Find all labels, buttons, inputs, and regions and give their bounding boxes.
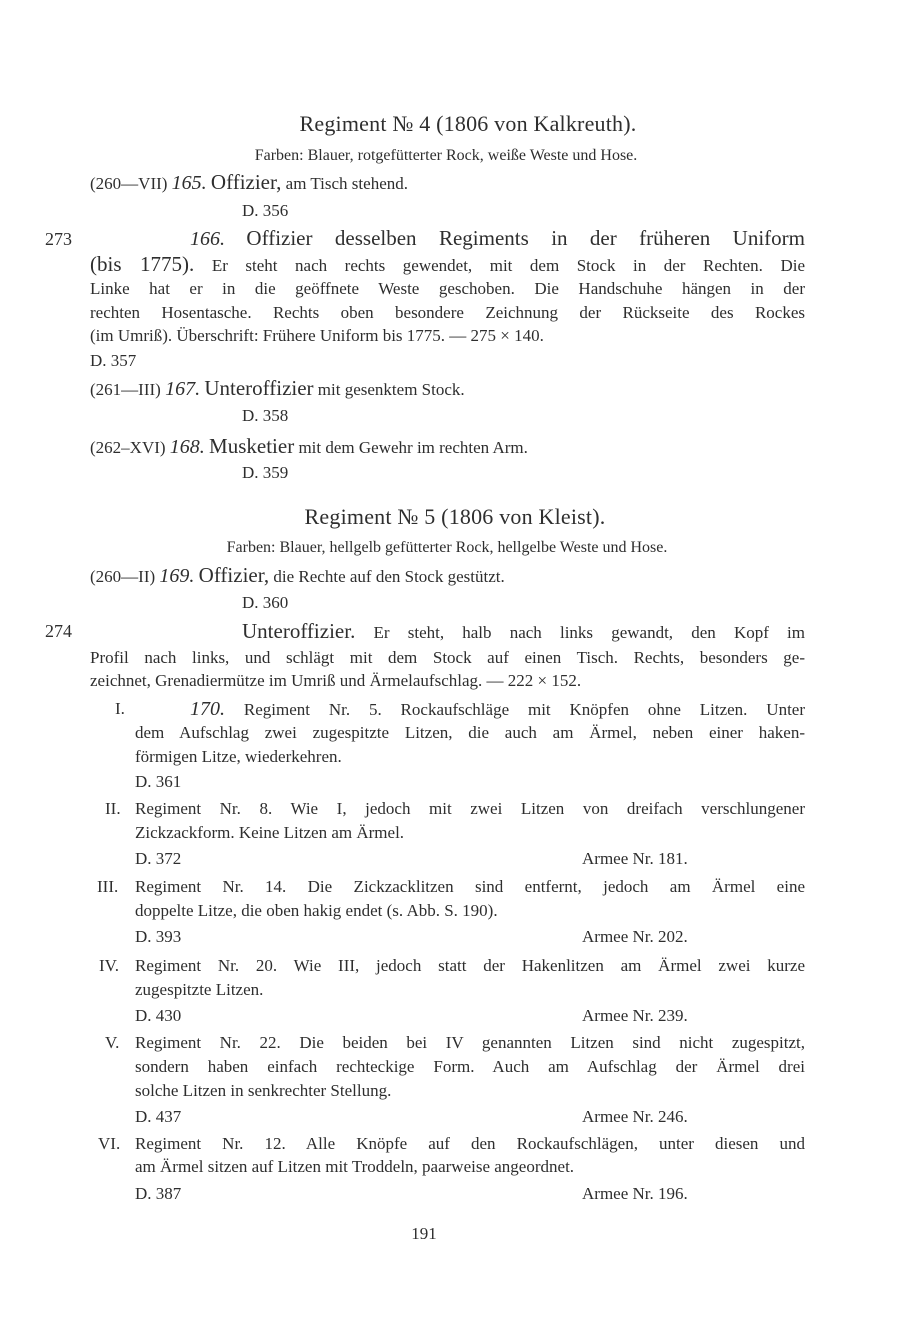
entry-number: 169. bbox=[159, 565, 195, 587]
variant-line: förmigen Litze, wiederkehren. bbox=[135, 747, 342, 766]
d-ref: D. 357 bbox=[90, 351, 137, 370]
ref: (260—VII) bbox=[90, 174, 168, 193]
armee-ref: Armee Nr. 181. bbox=[582, 849, 688, 868]
variant-line: dem Aufschlag zwei zugespitzte Litzen, die auch am Ärmel, neben einer haken- bbox=[135, 723, 805, 742]
entry-title: (bis 1775). bbox=[90, 252, 195, 276]
variant-line: zugespitzte Litzen. bbox=[135, 980, 264, 999]
text: Er steht nach rechts gewendet, mit dem Stock in der Rechten. Die bbox=[211, 256, 806, 275]
entry-number: 170. bbox=[190, 698, 225, 720]
margin-number: 273 bbox=[45, 229, 72, 249]
text-line: Profil nach links, und schlägt mit dem Stock auf einen Tisch. Rechts, besonders ge- bbox=[90, 648, 805, 667]
variant-line: Regiment Nr. 8. Wie I, jedoch mit zwei Litzen von dreifach verschlungener bbox=[135, 799, 805, 818]
text: Er steht, halb nach links gewandt, den Kopf im bbox=[373, 623, 805, 642]
entry-title: Unteroffizier bbox=[204, 376, 314, 400]
ref: (261—III) bbox=[90, 380, 161, 399]
entry-title: Offizier desselben Regiments in der früheren Uniform bbox=[246, 226, 806, 250]
roman-numeral: I. bbox=[115, 699, 125, 718]
variant-line: Zickzackform. Keine Litzen am Ärmel. bbox=[135, 823, 405, 842]
entry-title: Musketier bbox=[209, 434, 295, 458]
d-ref: D. 437 bbox=[135, 1107, 182, 1126]
variant-line: Regiment Nr. 12. Alle Knöpfe auf den Rockaufschlägen, unter diesen und bbox=[135, 1134, 805, 1153]
entry-title: Offizier, bbox=[210, 170, 282, 194]
entry-number: 167. bbox=[165, 378, 201, 400]
entry-number: 165. bbox=[171, 172, 207, 194]
margin-number: 274 bbox=[45, 621, 72, 641]
entry-number: 168. bbox=[169, 436, 205, 458]
variant-line: Regiment Nr. 14. Die Zickzacklitzen sind entfernt, jedoch am Ärmel eine bbox=[135, 877, 805, 896]
entry-desc: die Rechte auf den Stock gestützt. bbox=[273, 567, 505, 586]
d-ref: D. 360 bbox=[242, 593, 289, 612]
entry-desc: am Tisch stehend. bbox=[285, 174, 408, 193]
roman-numeral: III. bbox=[97, 877, 119, 896]
entry-desc: mit gesenktem Stock. bbox=[317, 380, 465, 399]
d-ref: D. 393 bbox=[135, 927, 182, 946]
entry-169 bbox=[90, 564, 505, 588]
d-ref: D. 372 bbox=[135, 849, 182, 868]
entry-168 bbox=[90, 435, 528, 459]
roman-numeral: IV. bbox=[99, 956, 119, 975]
entry-274 bbox=[242, 620, 805, 644]
ref: (262–XVI) bbox=[90, 438, 166, 457]
text-line: rechten Hosentasche. Rechts oben besondere Zeichnung der Rückseite des Rockes bbox=[90, 303, 805, 322]
text-line bbox=[90, 253, 805, 277]
d-ref: D. 359 bbox=[242, 463, 289, 482]
variant-line: sondern haben einfach rechteckige Form. Auch am Aufschlag der Ärmel drei bbox=[135, 1057, 805, 1076]
armee-ref: Armee Nr. 239. bbox=[582, 1006, 688, 1025]
variant-line: am Ärmel sitzen auf Litzen mit Troddeln, paarweise angeordnet. bbox=[135, 1157, 575, 1176]
text-line: Linke hat er in die geöffnete Weste geschoben. Die Handschuhe hängen in der bbox=[90, 279, 805, 298]
colors-note: Farben: Blauer, rotgefütterter Rock, weiße Weste und Hose. bbox=[254, 147, 638, 164]
armee-ref: Armee Nr. 196. bbox=[582, 1184, 688, 1203]
entry-number: 166. bbox=[190, 228, 225, 250]
d-ref: D. 361 bbox=[135, 772, 182, 791]
entry-166 bbox=[190, 227, 805, 251]
d-ref: D. 358 bbox=[242, 406, 289, 425]
d-ref: D. 387 bbox=[135, 1184, 182, 1203]
roman-numeral: VI. bbox=[98, 1134, 121, 1153]
entry-title: Unteroffizier. bbox=[242, 619, 356, 643]
armee-ref: Armee Nr. 202. bbox=[582, 927, 688, 946]
variant-line: Regiment Nr. 20. Wie III, jedoch statt der Hakenlitzen am Ärmel zwei kurze bbox=[135, 956, 805, 975]
entry-167 bbox=[90, 377, 465, 401]
text-line: (im Umriß). Überschrift: Frühere Uniform bis 1775. — 275 × 140. bbox=[90, 326, 544, 345]
variant-line: doppelte Litze, die oben hakig endet (s. Abb. S. 190). bbox=[135, 901, 498, 920]
variant-line: Regiment Nr. 22. Die beiden bei IV genannten Litzen sind nicht zugespitzt, bbox=[135, 1033, 805, 1052]
variant-line: solche Litzen in senkrechter Stellung. bbox=[135, 1081, 392, 1100]
roman-numeral: II. bbox=[105, 799, 121, 818]
text-line: zeichnet, Grenadiermütze im Umriß und Ärmelaufschlag. — 222 × 152. bbox=[90, 671, 582, 690]
entry-desc: mit dem Gewehr im rechten Arm. bbox=[298, 438, 528, 457]
variant-line bbox=[190, 698, 805, 721]
roman-numeral: V. bbox=[105, 1033, 120, 1052]
section-heading: Regiment № 5 (1806 von Kleist). bbox=[304, 504, 606, 529]
ref: (260—II) bbox=[90, 567, 156, 586]
d-ref: D. 430 bbox=[135, 1006, 182, 1025]
entry-165 bbox=[90, 171, 408, 195]
entry-title: Offizier, bbox=[198, 563, 270, 587]
section-heading: Regiment № 4 (1806 von Kalkreuth). bbox=[299, 111, 637, 136]
page-number: 191 bbox=[411, 1224, 437, 1243]
d-ref: D. 356 bbox=[242, 201, 289, 220]
colors-note: Farben: Blauer, hellgelb gefütterter Rock, hellgelbe Weste und Hose. bbox=[226, 539, 668, 556]
armee-ref: Armee Nr. 246. bbox=[582, 1107, 688, 1126]
text: Regiment Nr. 5. Rockaufschläge mit Knöpfen ohne Litzen. Unter bbox=[243, 700, 806, 719]
